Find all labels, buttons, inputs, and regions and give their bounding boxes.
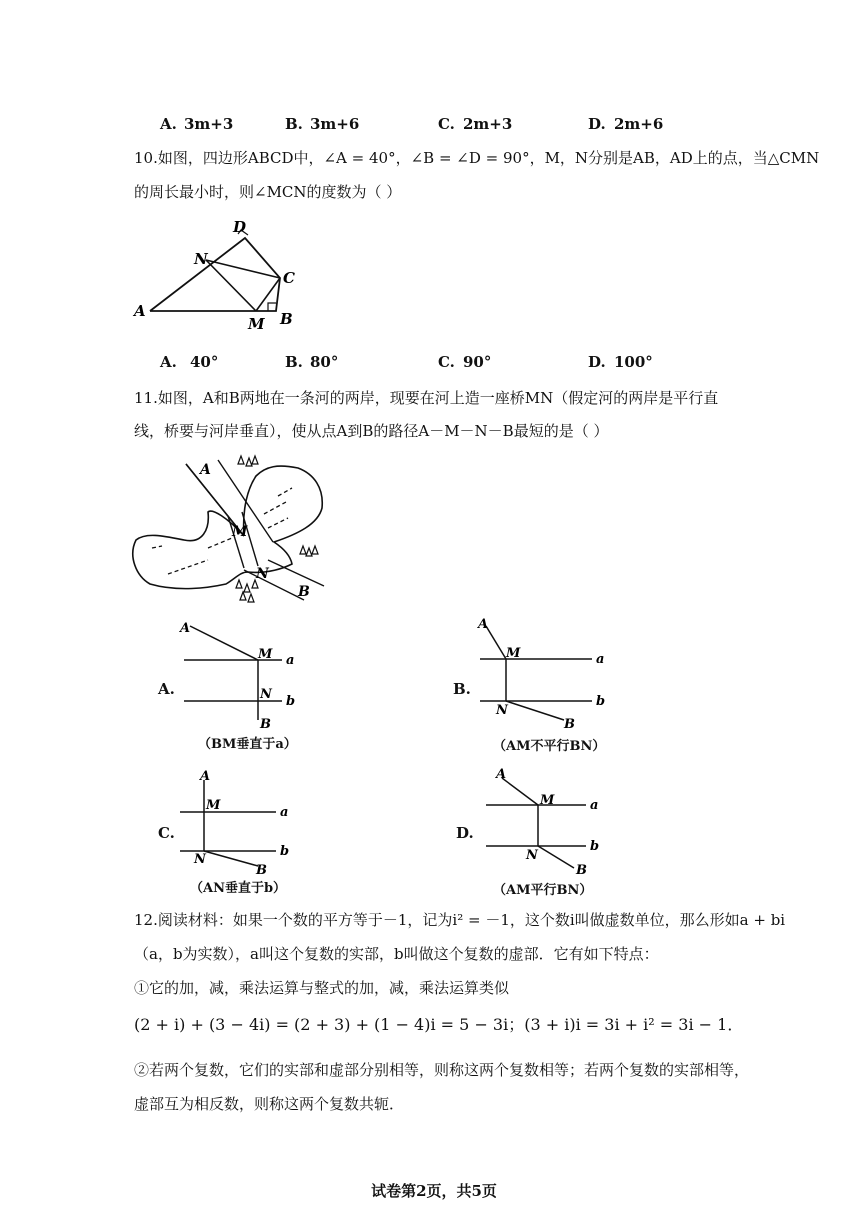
q11-option-b-figure	[472, 612, 612, 734]
q11a-label-m: M	[258, 647, 273, 662]
page-footer: 试卷第2页，共5页	[371, 1182, 497, 1200]
q10-label-b: B	[280, 310, 293, 328]
q12-line5: ②若两个复数，它们的实部和虚部分别相等，则称这两个复数相等；若两个复数的实部相等，	[134, 1061, 750, 1079]
q11d-label-b-line: b	[590, 839, 600, 854]
q11d-label-m: M	[540, 793, 555, 808]
q10-option-d-text: 100°	[614, 353, 653, 371]
q11d-label-a-line: a	[590, 798, 599, 813]
q11-option-d-label: D.	[456, 824, 474, 842]
q10-question-line1: 10.如图，四边形ABCD中，∠A = 40°，∠B = ∠D = 90°，M，N分别是AB，AD上的点，当△CMN	[134, 149, 820, 167]
q9-option-c-label: C.	[438, 115, 455, 133]
q11a-label-a-line: a	[286, 653, 295, 668]
q10-label-d: D	[233, 218, 247, 236]
q11-river-map-figure	[128, 448, 348, 608]
q10-option-d-label: D.	[588, 353, 606, 371]
q11a-label-n: N	[260, 687, 272, 702]
q11-map-label-a: A	[200, 462, 211, 478]
q11c-label-b-line: b	[280, 844, 290, 859]
q11c-label-a: A	[200, 769, 211, 784]
q11-option-a-label: A.	[158, 680, 175, 698]
q11b-label-a: A	[478, 617, 489, 632]
q9-option-b-label: B.	[285, 115, 303, 133]
q11-option-c-label: C.	[158, 824, 175, 842]
q11-question-line2: 线，桥要与河岸垂直），使从点A到B的路径A－M－N－B最短的是（ ）	[134, 422, 609, 440]
q11a-label-a: A	[180, 621, 191, 636]
q11d-label-b: B	[576, 863, 587, 878]
q11-question-line1: 11.如图，A和B两地在一条河的两岸，现要在河上造一座桥MN（假定河的两岸是平行直	[134, 389, 719, 407]
q11-option-d-figure	[478, 764, 608, 880]
q12-line3: ①它的加，减，乘法运算与整式的加，减，乘法运算类似	[134, 979, 510, 997]
q10-label-m: M	[248, 315, 265, 333]
q11-option-d-caption: （AM平行BN）	[493, 883, 593, 898]
q10-label-c: C	[283, 269, 295, 287]
q11b-label-b: B	[564, 717, 575, 732]
q12-line2: （a，b为实数），a叫这个复数的实部，b叫做这个复数的虚部．它有如下特点：	[134, 945, 659, 963]
q9-option-a-label: A.	[160, 115, 177, 133]
q12-line1: 12.阅读材料：如果一个数的平方等于－1，记为i² = －1，这个数i叫做虚数单位，那么形如a + bi	[134, 911, 786, 929]
q11b-label-n: N	[496, 703, 508, 718]
q11c-label-m: M	[206, 798, 221, 813]
q11b-label-b-line: b	[596, 694, 606, 709]
q9-option-c-text: 2m+3	[463, 115, 513, 133]
q11-option-a-figure	[176, 614, 306, 732]
q10-quadrilateral-figure	[128, 212, 308, 337]
q10-question-line2: 的周长最小时，则∠MCN的度数为（ ）	[134, 183, 402, 201]
q10-option-c-label: C.	[438, 353, 455, 371]
q12-line6: 虚部互为相反数，则称这两个复数共轭．	[134, 1095, 405, 1113]
q12-line4-formula: (2 + i) + (3 − 4i) = (2 + 3) + (1 − 4)i = 5 − 3i；(3 + i)i = 3i + i² = 3i − 1．	[134, 1015, 744, 1034]
q11c-label-b: B	[256, 863, 267, 878]
q11a-label-b: B	[260, 717, 271, 732]
q11c-label-n: N	[194, 852, 206, 867]
q11c-label-a-line: a	[280, 805, 289, 820]
q11-option-b-caption: （AM不平行BN）	[493, 739, 606, 754]
tree-marks-top	[238, 456, 258, 466]
q10-option-a-label: A.	[160, 353, 177, 371]
tree-marks-bottom	[236, 580, 258, 602]
q11-option-a-caption: （BM垂直于a）	[198, 737, 297, 752]
q11-map-label-b: B	[298, 584, 310, 600]
q11d-label-a: A	[496, 767, 507, 782]
q11-option-c-figure	[176, 766, 306, 878]
q10-option-b-text: 80°	[310, 353, 339, 371]
q11d-label-n: N	[526, 848, 538, 863]
q11b-label-m: M	[506, 646, 521, 661]
q10-option-c-text: 90°	[463, 353, 492, 371]
q11-option-b-label: B.	[453, 680, 471, 698]
q10-option-a-text: 40°	[190, 353, 219, 371]
q10-label-n: N	[194, 250, 208, 268]
q9-option-a-text: 3m+3	[184, 115, 234, 133]
q11-map-label-m: M	[232, 524, 248, 540]
q9-option-d-text: 2m+6	[614, 115, 664, 133]
q11b-label-a-line: a	[596, 652, 605, 667]
q10-label-a: A	[134, 302, 146, 320]
q9-option-b-text: 3m+6	[310, 115, 360, 133]
q11a-label-b-line: b	[286, 694, 296, 709]
tree-marks-right	[300, 546, 318, 556]
q11-option-c-caption: （AN垂直于b）	[190, 881, 287, 896]
q11-map-label-n: N	[256, 566, 269, 582]
q10-option-b-label: B.	[285, 353, 303, 371]
q9-option-d-label: D.	[588, 115, 606, 133]
